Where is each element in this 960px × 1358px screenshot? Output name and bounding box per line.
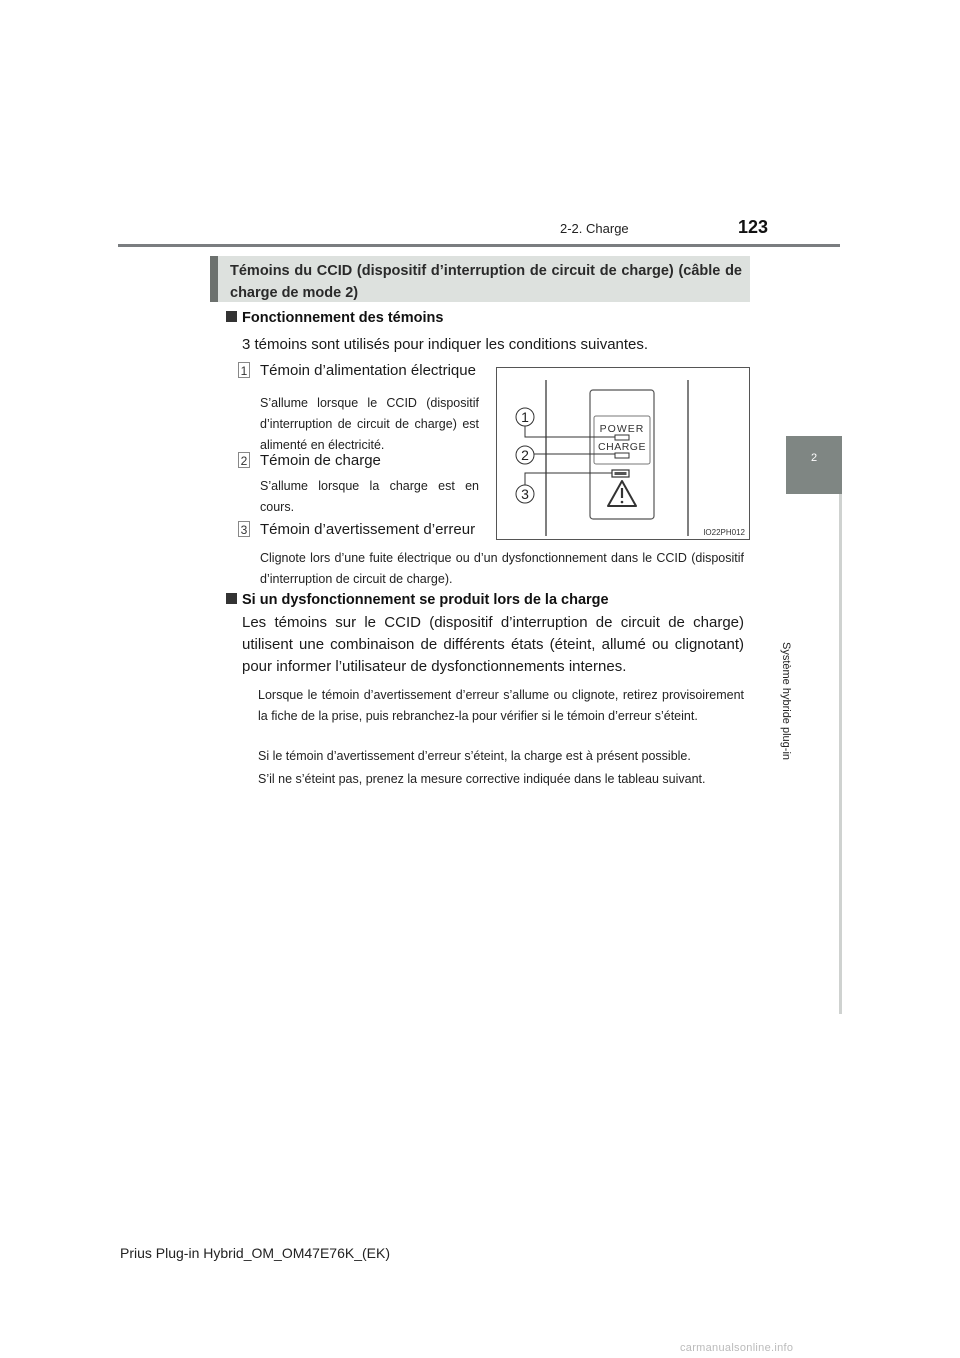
watermark: carmanualsonline.info (680, 1342, 794, 1354)
item-2-title: Témoin de charge (260, 452, 381, 469)
figure-code: IO22PH012 (703, 528, 745, 537)
ccid-illustration (497, 368, 749, 539)
page-number: 123 (738, 217, 769, 237)
item-1-title: Témoin d’alimentation électrique (260, 362, 476, 379)
chapter-tab-number: 2 (810, 452, 818, 464)
error-indicator-inner (615, 472, 627, 475)
callout-1: 1 (521, 409, 529, 425)
item-3-title: Témoin d’avertissement d’erreur (260, 521, 476, 538)
intro-paragraph: 3 témoins sont utilisés pour indiquer les conditions suivantes. (242, 336, 649, 353)
ccid-indicator-figure (496, 367, 750, 540)
callout-3: 3 (521, 486, 529, 502)
item-2-number: 2 (238, 452, 250, 470)
square-bullet-icon (226, 311, 237, 322)
power-indicator-icon (615, 435, 629, 440)
square-bullet-icon (226, 593, 237, 604)
note-1: Lorsque le témoin d’avertissement d’erreur s’allume ou clignote, retirez provisoirement la fiche de la prise, puis rebranchez-la pour vérifier si le témoin d’erreur s’éteint. (258, 688, 744, 723)
subsection-heading-malfunction: Si un dysfonctionnement se produit lors de la charge (226, 592, 609, 608)
header-rule (118, 244, 840, 247)
item-1-number: 1 (238, 362, 250, 380)
chapter-tab (786, 436, 842, 494)
item-2-description: S’allume lorsque la charge est en cours. (260, 479, 479, 514)
note-2: Si le témoin d’avertissement d’erreur s’éteint, la charge est à présent possible. (258, 749, 691, 763)
charge-indicator-icon (615, 453, 629, 458)
malfunction-paragraph: Les témoins sur le CCID (dispositif d’interruption de circuit de charge) utilisent une combinaison de différents états (éteint, allumé ou clignotant) pour informer l’utilisateur de dysfonctionnements internes. (242, 614, 744, 675)
warning-mark-dot (621, 501, 624, 504)
power-label: POWER (599, 423, 645, 435)
chapter-rail (839, 494, 842, 1014)
footer-manual-id: Prius Plug-in Hybrid_OM_OM47E76K_(EK) (120, 1245, 390, 1261)
header-section: 2-2. Charge (560, 221, 629, 236)
charge-label: CHARGE (598, 441, 646, 453)
note-3: S’il ne s’éteint pas, prenez la mesure corrective indiquée dans le tableau suivant. (258, 772, 706, 786)
item-3-description: Clignote lors d’une fuite électrique ou d’un dysfonctionnement dans le CCID (dispositif d’interruption de circuit de charge). (260, 551, 744, 586)
callout-2: 2 (521, 447, 529, 463)
section-title: Témoins du CCID (dispositif d’interruption de circuit de charge) (câble de charge de mode 2) (210, 256, 750, 302)
item-3-number: 3 (238, 521, 250, 539)
subsection-heading-operation: Fonctionnement des témoins (226, 310, 443, 326)
item-1-description: S’allume lorsque le CCID (dispositif d’interruption de circuit de charge) est alimenté en électricité. (260, 396, 479, 452)
